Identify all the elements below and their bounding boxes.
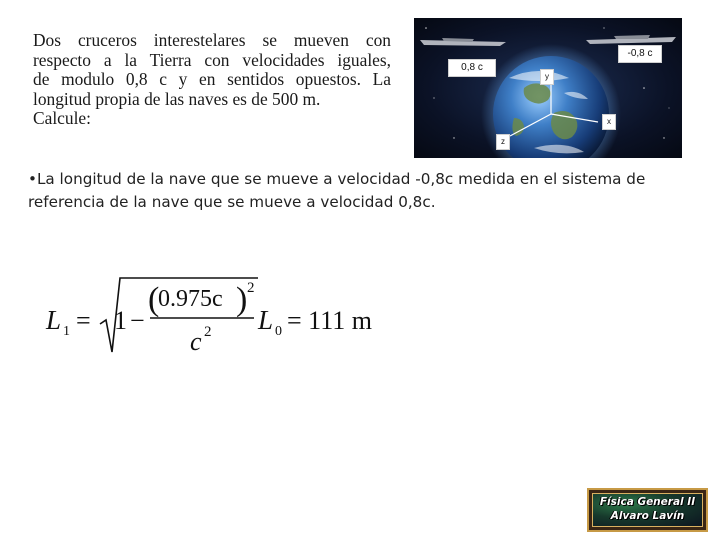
axis-x-label: x [602,114,616,130]
logo-course-name: Física General II [599,496,696,508]
problem-line: Dos cruceros interestelares se mueven con [33,30,391,50]
velocity-label-left: 0,8 c [448,59,496,77]
problem-statement [33,31,391,129]
formula-result: = 111 m [287,306,372,335]
formula-lhs: L [46,305,62,335]
logo-author-name: Alvaro Lavín [610,510,685,522]
formula-factor-sub: 0 [275,324,282,339]
formula-minus: − [130,306,145,335]
question-bullet: •La longitud de la nave que se mueve a velocidad -0,8c medida en el sistema de referencia de la nave que se mueve a velocidad 0,8c. [28,170,646,211]
formula-equals: = [76,306,91,335]
axis-y-label: y [540,69,554,85]
problem-line: de modulo 0,8 c y en sentidos opuestos. La [33,69,391,90]
problem-line: respecto a la Tierra con velocidades iguales, [33,49,391,70]
space-scene [414,18,682,158]
axis-z-label: z [496,134,510,150]
formula-numerator: 0.975c [158,286,223,312]
earth-spaceships-image [414,18,682,158]
length-contraction-formula [44,272,384,362]
problem-line: Calcule: [33,108,91,129]
formula-num-exp: 2 [247,280,255,296]
formula-one: 1 [114,306,127,335]
problem-line: longitud propia de las naves es de 500 m. [33,88,321,109]
formula-denominator: c [190,327,202,356]
formula-factor: L [258,305,274,335]
velocity-label-right: -0,8 c [618,45,662,63]
formula-den-exp: 2 [204,324,212,340]
formula-lhs-sub: 1 [63,324,70,339]
course-logo [587,488,708,532]
formula-open-paren: ( [148,281,160,318]
formula-close-paren: ) [236,281,248,318]
